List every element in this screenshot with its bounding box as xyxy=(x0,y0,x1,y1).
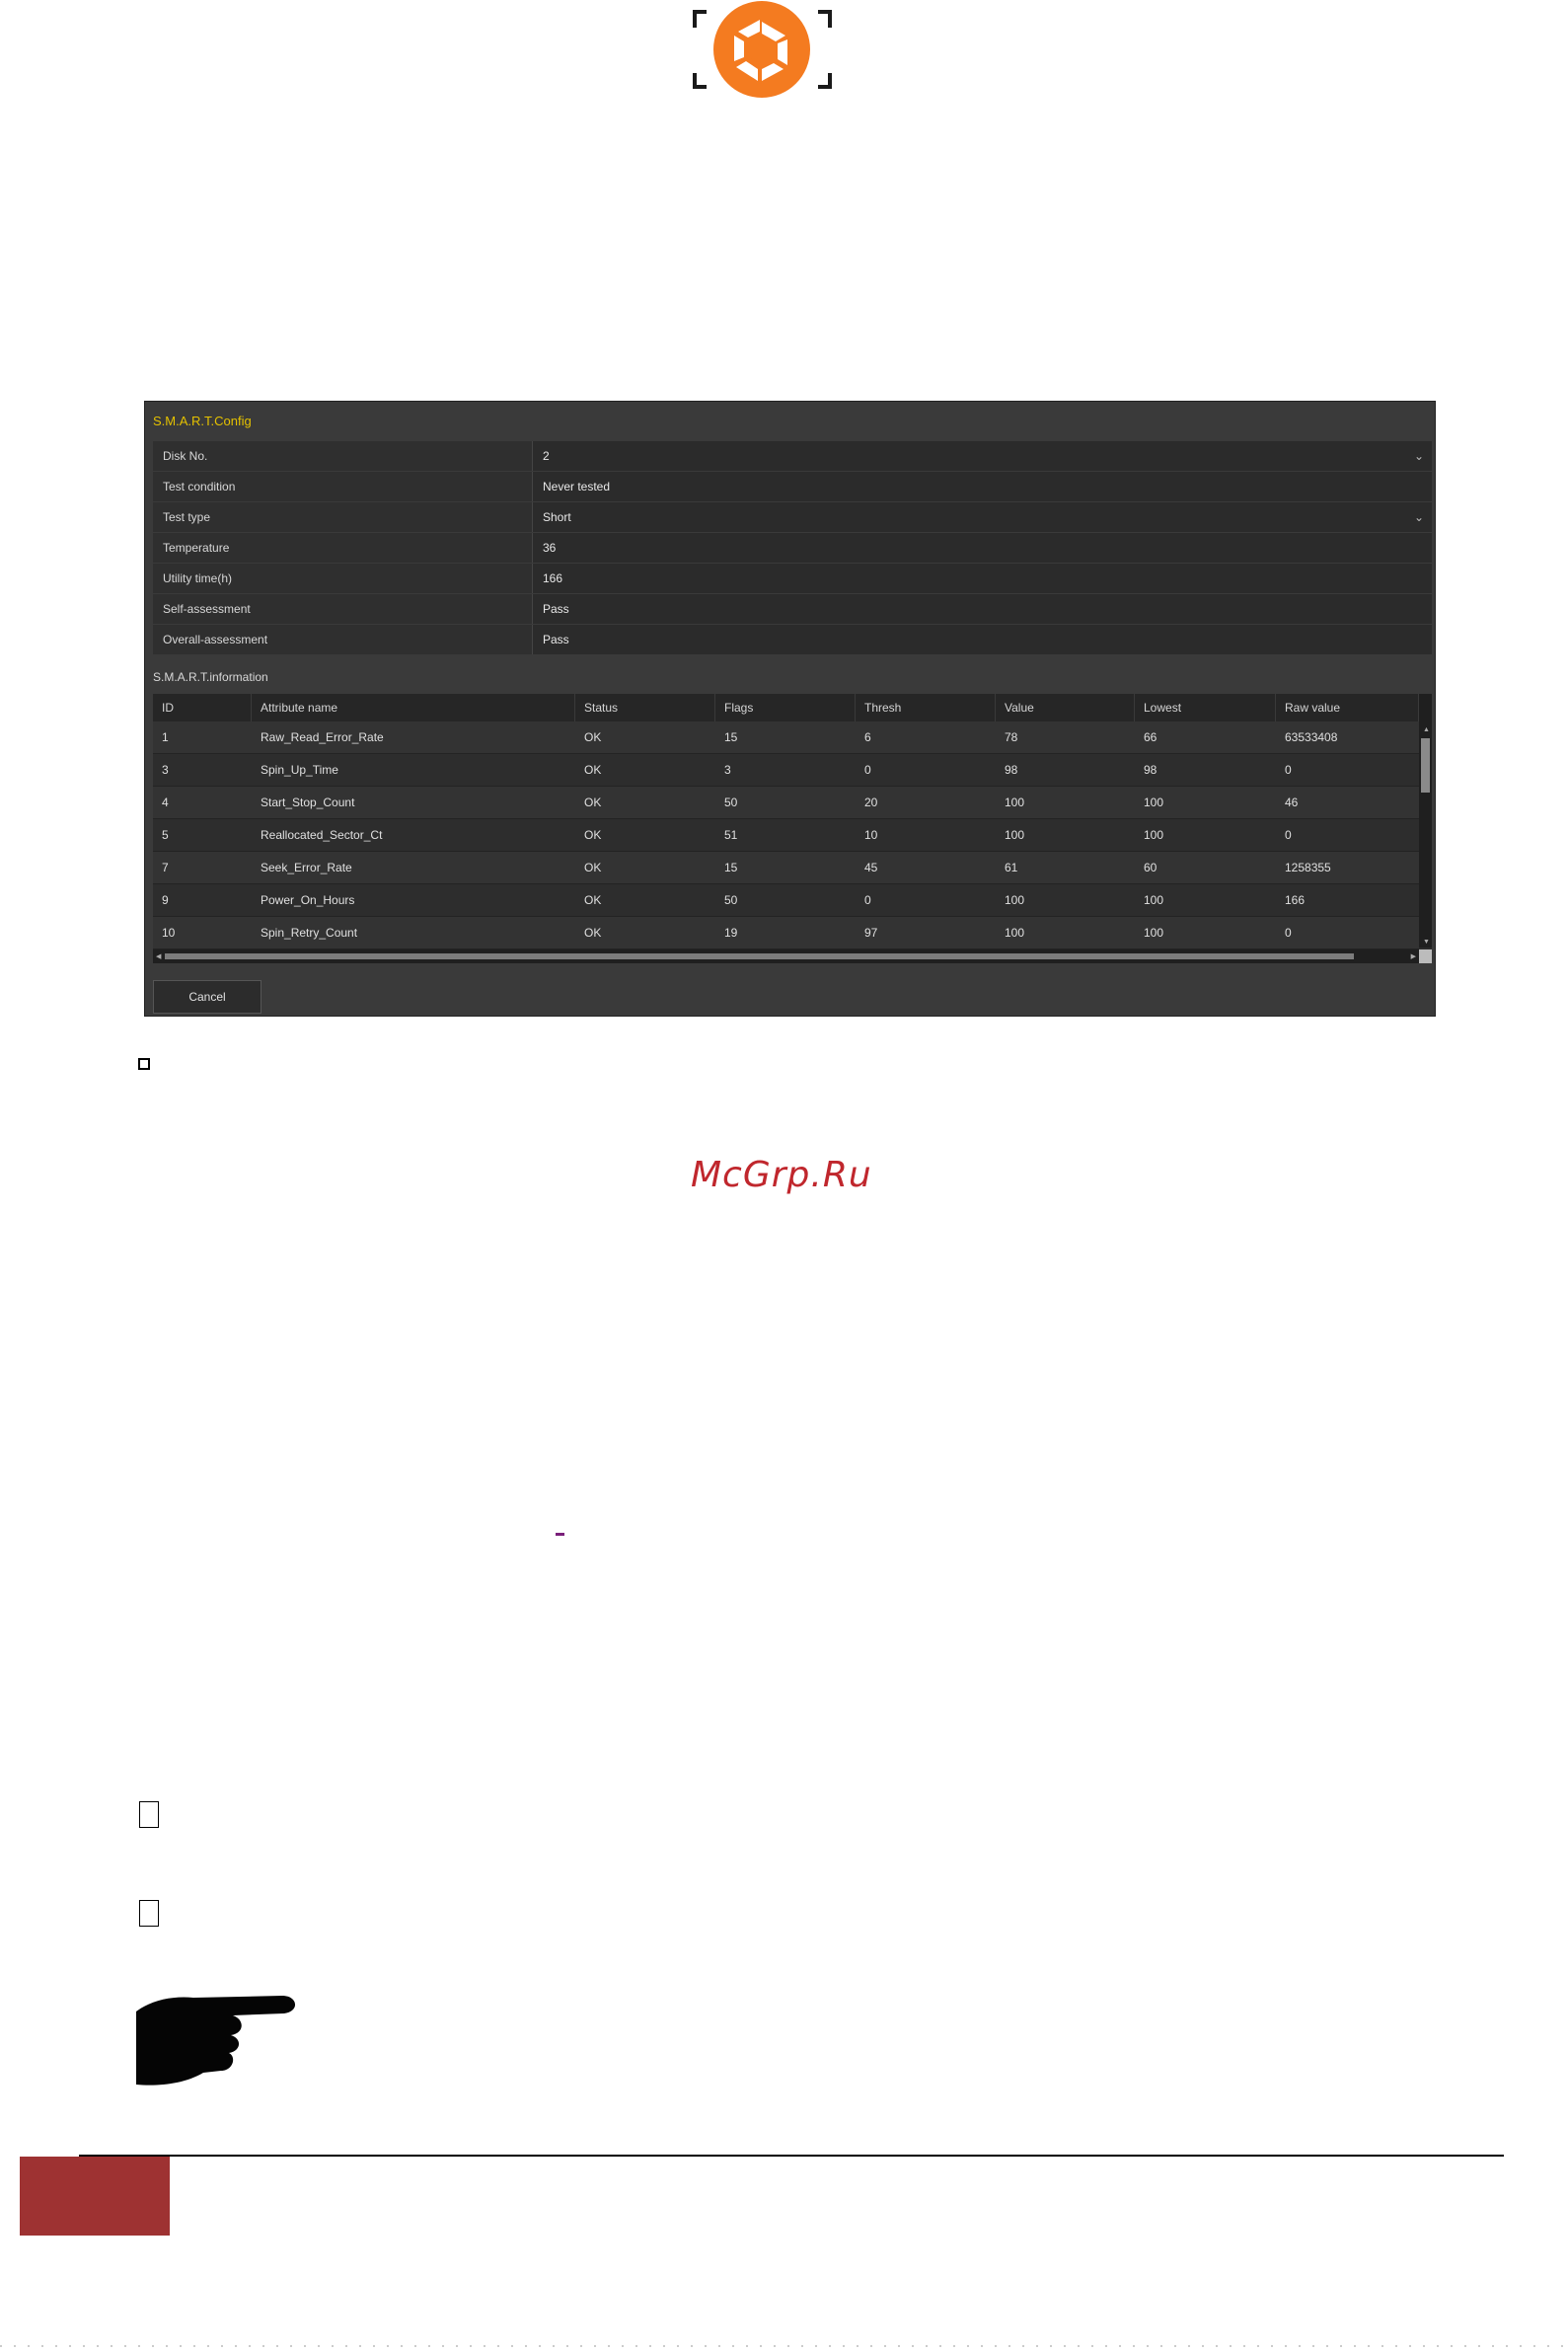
table-cell: 63533408 xyxy=(1285,730,1338,744)
config-label: Disk No. xyxy=(153,441,533,471)
chevron-down-icon[interactable]: ⌄ xyxy=(1413,449,1424,463)
horizontal-scroll-thumb[interactable] xyxy=(165,953,1354,959)
smart-info-title: S.M.A.R.T.information xyxy=(153,670,268,684)
config-value: 2 xyxy=(543,449,550,463)
table-cell: Raw_Read_Error_Rate xyxy=(261,730,384,744)
config-value: Never tested xyxy=(533,472,1432,501)
table-cell: OK xyxy=(584,861,602,874)
table-cell: 1 xyxy=(162,730,169,744)
table-cell: 20 xyxy=(864,796,878,809)
scroll-right-icon[interactable]: ▶ xyxy=(1410,953,1416,960)
table-cell: 9 xyxy=(162,893,169,907)
config-row-disk-no[interactable] xyxy=(153,441,1432,471)
disk-no-select[interactable] xyxy=(533,441,1432,471)
table-row[interactable] xyxy=(153,787,1419,819)
cancel-button[interactable]: Cancel xyxy=(153,980,261,1014)
table-cell: 0 xyxy=(864,893,871,907)
table-cell: 100 xyxy=(1005,828,1025,842)
table-cell: 7 xyxy=(162,861,169,874)
table-cell: 19 xyxy=(724,926,738,940)
table-row[interactable] xyxy=(153,754,1419,787)
test-type-select[interactable] xyxy=(533,502,1432,532)
table-cell: Power_On_Hours xyxy=(261,893,355,907)
table-cell: 66 xyxy=(1144,730,1157,744)
table-cell: OK xyxy=(584,828,602,842)
dialog-title: S.M.A.R.T.Config xyxy=(153,414,252,428)
table-cell: 46 xyxy=(1285,796,1299,809)
table-cell: OK xyxy=(584,763,602,777)
config-label: Temperature xyxy=(153,533,533,563)
table-cell: 15 xyxy=(724,730,738,744)
table-cell: 4 xyxy=(162,796,169,809)
table-cell: 10 xyxy=(162,926,176,940)
config-label: Overall-assessment xyxy=(153,625,533,654)
horizontal-scrollbar[interactable] xyxy=(153,949,1419,963)
smart-config-dialog xyxy=(144,401,1436,1017)
config-value: Pass xyxy=(533,594,1432,624)
table-cell: 61 xyxy=(1005,861,1018,874)
table-cell: Spin_Retry_Count xyxy=(261,926,358,940)
column-header: Flags xyxy=(715,694,856,721)
column-header: ID xyxy=(153,694,252,721)
config-row-test-condition xyxy=(153,472,1432,501)
table-cell: Spin_Up_Time xyxy=(261,763,338,777)
table-cell: 78 xyxy=(1005,730,1018,744)
table-cell: 0 xyxy=(1285,763,1292,777)
table-cell: 10 xyxy=(864,828,878,842)
chevron-down-icon[interactable]: ⌄ xyxy=(1413,510,1424,524)
table-cell: 50 xyxy=(724,893,738,907)
config-row-test-type[interactable] xyxy=(153,502,1432,532)
square-bullet-icon xyxy=(139,1801,159,1828)
table-row[interactable] xyxy=(153,852,1419,884)
table-cell: 3 xyxy=(724,763,731,777)
config-row-self-assessment xyxy=(153,594,1432,624)
column-header: Value xyxy=(996,694,1135,721)
table-cell: 100 xyxy=(1005,796,1025,809)
table-cell: 100 xyxy=(1144,796,1164,809)
table-cell: 98 xyxy=(1005,763,1018,777)
table-cell: 1258355 xyxy=(1285,861,1331,874)
table-cell: 0 xyxy=(1285,926,1292,940)
camera-aperture-logo-icon xyxy=(691,0,834,104)
column-header: Lowest xyxy=(1135,694,1276,721)
page-number-box xyxy=(20,2157,170,2236)
table-cell: 5 xyxy=(162,828,169,842)
table-row[interactable] xyxy=(153,917,1419,949)
table-row[interactable] xyxy=(153,721,1419,754)
table-body xyxy=(153,721,1419,949)
config-table xyxy=(153,441,1432,655)
config-label: Test condition xyxy=(153,472,533,501)
table-cell: 100 xyxy=(1144,828,1164,842)
scrollbar-corner xyxy=(1419,949,1432,963)
table-cell: OK xyxy=(584,796,602,809)
scroll-left-icon[interactable]: ◀ xyxy=(156,953,162,960)
table-cell: 60 xyxy=(1144,861,1157,874)
config-row-overall-assessment xyxy=(153,625,1432,654)
dash-mark xyxy=(556,1533,564,1536)
table-cell: 6 xyxy=(864,730,871,744)
config-row-utility-time xyxy=(153,564,1432,593)
config-value: Pass xyxy=(533,625,1432,654)
config-value: 36 xyxy=(533,533,1432,563)
watermark-text: McGrp.Ru xyxy=(691,1155,872,1195)
table-cell: Start_Stop_Count xyxy=(261,796,355,809)
table-cell: 0 xyxy=(1285,828,1292,842)
table-cell: 100 xyxy=(1005,926,1025,940)
config-label: Test type xyxy=(153,502,533,532)
table-header xyxy=(153,694,1419,721)
table-cell: 100 xyxy=(1144,893,1164,907)
square-bullet-icon xyxy=(139,1900,159,1927)
table-cell: 100 xyxy=(1144,926,1164,940)
table-cell: 100 xyxy=(1005,893,1025,907)
table-cell: Reallocated_Sector_Ct xyxy=(261,828,383,842)
table-cell: OK xyxy=(584,730,602,744)
footer-divider xyxy=(79,2155,1504,2157)
table-cell: OK xyxy=(584,926,602,940)
table-cell: 98 xyxy=(1144,763,1157,777)
vertical-scroll-thumb[interactable] xyxy=(1421,738,1430,793)
column-header: Raw value xyxy=(1276,694,1419,721)
config-label: Utility time(h) xyxy=(153,564,533,593)
column-header: Attribute name xyxy=(252,694,575,721)
column-header: Thresh xyxy=(856,694,996,721)
config-row-temperature xyxy=(153,533,1432,563)
column-header: Status xyxy=(575,694,715,721)
table-cell: 0 xyxy=(864,763,871,777)
table-cell: Seek_Error_Rate xyxy=(261,861,352,874)
pointing-hand-icon xyxy=(134,1990,302,2088)
table-row[interactable] xyxy=(153,884,1419,917)
page-bottom-border xyxy=(0,2345,1568,2347)
table-cell: 3 xyxy=(162,763,169,777)
table-cell: 51 xyxy=(724,828,738,842)
table-row[interactable] xyxy=(153,819,1419,852)
table-cell: 45 xyxy=(864,861,878,874)
table-cell: 50 xyxy=(724,796,738,809)
scroll-up-icon[interactable]: ▲ xyxy=(1423,726,1430,733)
table-cell: 15 xyxy=(724,861,738,874)
table-cell: 97 xyxy=(864,926,878,940)
vertical-scrollbar[interactable] xyxy=(1419,694,1432,948)
smart-info-table[interactable] xyxy=(153,694,1432,963)
table-cell: OK xyxy=(584,893,602,907)
config-value: 166 xyxy=(533,564,1432,593)
scroll-down-icon[interactable]: ▼ xyxy=(1423,939,1430,946)
square-bullet-icon xyxy=(138,1058,150,1070)
table-cell: 166 xyxy=(1285,893,1306,907)
config-value: Short xyxy=(543,510,571,524)
config-label: Self-assessment xyxy=(153,594,533,624)
